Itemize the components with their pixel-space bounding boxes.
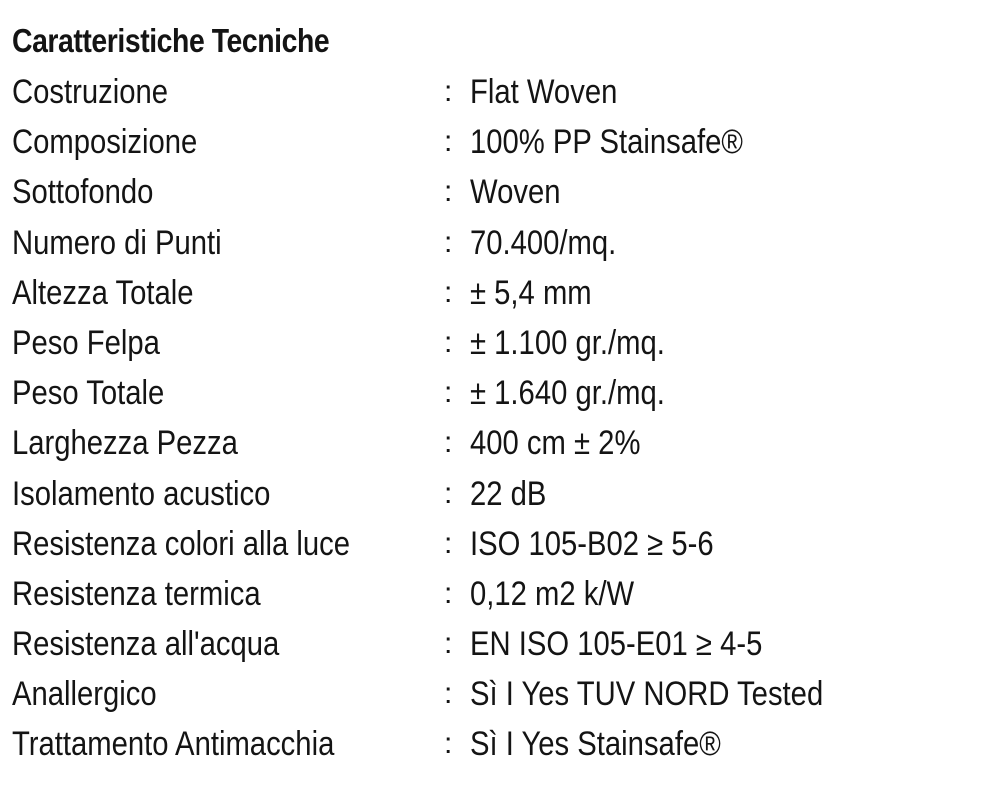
spec-label: Altezza Totale (12, 273, 194, 312)
spec-label: Peso Felpa (12, 323, 160, 362)
spec-row (12, 724, 992, 774)
spec-separator: : (444, 175, 453, 209)
spec-row (12, 524, 992, 574)
spec-row (12, 72, 992, 122)
spec-value: Sì I Yes Stainsafe® (470, 725, 721, 764)
spec-value: 0,12 m2 k/W (470, 574, 635, 613)
spec-label: Resistenza colori alla luce (12, 524, 351, 563)
spec-value: Woven (470, 173, 561, 212)
spec-separator: : (444, 225, 453, 259)
spec-label: Anallergico (12, 675, 157, 714)
spec-row (12, 122, 992, 172)
spec-separator: : (444, 75, 453, 108)
spec-label: Numero di Punti (12, 223, 222, 262)
spec-label: Resistenza all'acqua (12, 625, 280, 664)
spec-separator: : (444, 627, 453, 661)
spec-value: EN ISO 105-E01 ≥ 4-5 (470, 625, 763, 664)
spec-row (12, 223, 992, 273)
spec-label: Composizione (12, 123, 198, 162)
spec-value: Sì I Yes TUV NORD Tested (470, 675, 824, 714)
spec-label: Costruzione (12, 73, 169, 111)
spec-separator: : (444, 376, 453, 410)
spec-separator: : (444, 576, 453, 610)
spec-separator: : (444, 526, 453, 560)
spec-value: ± 1.100 gr./mq. (470, 323, 665, 362)
spec-value: ± 5,4 mm (470, 273, 592, 312)
spec-list (12, 72, 992, 775)
spec-value: Flat Woven (470, 73, 618, 111)
spec-separator: : (444, 727, 453, 761)
spec-row (12, 624, 992, 674)
spec-label: Resistenza termica (12, 574, 261, 613)
spec-separator: : (444, 476, 453, 510)
spec-label: Isolamento acustico (12, 474, 271, 513)
spec-separator: : (444, 125, 453, 159)
spec-row (12, 373, 992, 423)
spec-value: ISO 105-B02 ≥ 5-6 (470, 524, 714, 563)
spec-row (12, 323, 992, 373)
spec-separator: : (444, 677, 453, 711)
spec-row (12, 674, 992, 724)
spec-row (12, 474, 992, 524)
spec-row (12, 273, 992, 323)
spec-label: Sottofondo (12, 173, 154, 212)
spec-row (12, 574, 992, 624)
spec-separator: : (444, 275, 453, 309)
spec-label: Trattamento Antimacchia (12, 725, 335, 764)
spec-value: 22 dB (470, 474, 547, 513)
spec-separator: : (444, 325, 453, 359)
spec-value: 400 cm ± 2% (470, 424, 641, 463)
spec-value: ± 1.640 gr./mq. (470, 374, 665, 413)
spec-row (12, 172, 992, 222)
spec-value: 100% PP Stainsafe® (470, 123, 743, 162)
page-title: Caratteristiche Tecniche (12, 22, 330, 59)
spec-value: 70.400/mq. (470, 223, 617, 262)
spec-label: Peso Totale (12, 374, 165, 413)
spec-label: Larghezza Pezza (12, 424, 238, 463)
spec-row (12, 423, 992, 473)
spec-separator: : (444, 426, 453, 460)
